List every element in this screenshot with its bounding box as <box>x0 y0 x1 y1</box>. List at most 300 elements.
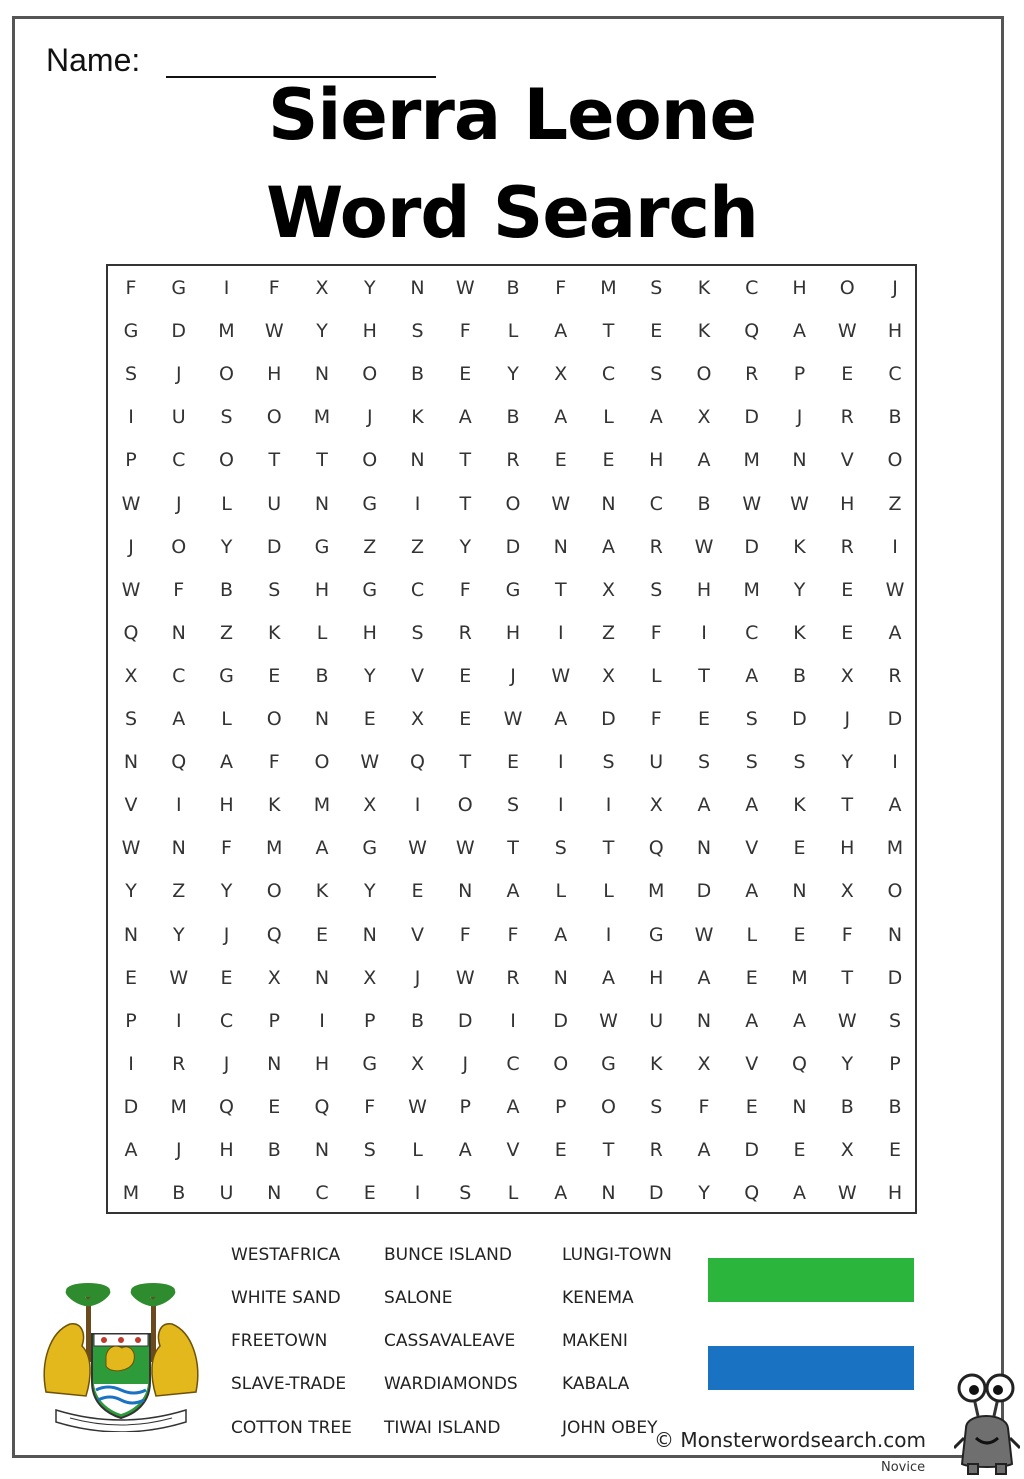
grid-letter[interactable]: W <box>455 966 475 989</box>
grid-letter[interactable]: A <box>745 880 759 903</box>
grid-letter[interactable]: S <box>411 621 424 644</box>
grid-letter[interactable]: F <box>650 621 662 644</box>
grid-letter[interactable]: Y <box>841 751 854 774</box>
grid-letter[interactable]: J <box>223 923 230 946</box>
grid-letter[interactable]: X <box>124 664 138 687</box>
grid-letter[interactable]: A <box>697 1139 711 1161</box>
grid-letter[interactable]: G <box>601 1052 616 1075</box>
grid-letter[interactable]: T <box>507 837 519 860</box>
grid-letter[interactable]: O <box>362 449 378 472</box>
grid-letter[interactable]: O <box>505 492 521 515</box>
grid-letter[interactable]: A <box>745 794 759 817</box>
grid-letter[interactable]: C <box>745 621 759 644</box>
grid-letter[interactable]: L <box>316 621 328 644</box>
grid-letter[interactable]: N <box>171 621 186 644</box>
grid-letter[interactable]: J <box>175 363 182 386</box>
grid-letter[interactable]: O <box>314 751 330 774</box>
grid-letter[interactable]: Q <box>410 751 425 774</box>
grid-letter[interactable]: I <box>414 794 421 817</box>
grid-letter[interactable]: M <box>791 966 808 989</box>
grid-letter[interactable]: I <box>557 794 564 817</box>
grid-letter[interactable]: R <box>458 621 472 644</box>
grid-letter[interactable]: H <box>362 320 377 343</box>
grid-letter[interactable]: M <box>743 578 760 601</box>
grid-letter[interactable]: I <box>128 1052 134 1075</box>
grid-letter[interactable]: B <box>888 1095 902 1118</box>
grid-letter[interactable]: W <box>121 492 141 515</box>
grid-letter[interactable]: S <box>602 751 615 774</box>
grid-letter[interactable]: O <box>601 1095 616 1118</box>
grid-letter[interactable]: E <box>697 708 710 730</box>
grid-letter[interactable]: A <box>697 794 711 817</box>
grid-letter[interactable]: E <box>459 708 472 730</box>
grid-letter[interactable]: W <box>408 1095 427 1118</box>
grid-letter[interactable]: S <box>124 363 138 386</box>
grid-letter[interactable]: U <box>267 492 282 515</box>
grid-letter[interactable]: S <box>745 708 758 730</box>
grid-letter[interactable]: F <box>459 578 471 601</box>
grid-letter[interactable]: X <box>363 794 377 817</box>
grid-letter[interactable]: S <box>697 751 711 774</box>
grid-letter[interactable]: D <box>648 1182 664 1205</box>
grid-letter[interactable]: H <box>314 1052 330 1075</box>
grid-letter[interactable]: Y <box>841 1052 854 1075</box>
grid-letter[interactable]: N <box>267 1052 282 1075</box>
grid-letter[interactable]: H <box>649 449 664 472</box>
grid-letter[interactable]: K <box>650 1052 663 1075</box>
grid-letter[interactable]: S <box>220 406 233 429</box>
grid-letter[interactable]: Q <box>744 1182 760 1205</box>
grid-letter[interactable]: D <box>887 966 903 989</box>
grid-letter[interactable]: B <box>506 277 520 299</box>
grid-letter[interactable]: N <box>792 449 807 472</box>
grid-letter[interactable]: E <box>793 1139 806 1161</box>
grid-letter[interactable]: N <box>792 1095 807 1118</box>
grid-letter[interactable]: O <box>171 535 187 558</box>
grid-letter[interactable]: D <box>171 320 187 343</box>
grid-letter[interactable]: K <box>793 621 806 644</box>
grid-letter[interactable]: N <box>123 751 139 774</box>
grid-letter[interactable]: A <box>315 837 329 860</box>
grid-letter[interactable]: E <box>459 363 472 386</box>
grid-letter[interactable]: E <box>554 449 567 472</box>
grid-letter[interactable]: S <box>650 1095 663 1118</box>
grid-letter[interactable]: H <box>505 621 521 644</box>
grid-letter[interactable]: Y <box>363 664 376 687</box>
grid-letter[interactable]: L <box>412 1139 423 1161</box>
grid-letter[interactable]: W <box>121 578 141 601</box>
grid-letter[interactable]: B <box>315 664 329 687</box>
grid-letter[interactable]: D <box>505 535 521 558</box>
grid-letter[interactable]: W <box>599 1009 618 1032</box>
grid-letter[interactable]: W <box>360 751 380 774</box>
grid-letter[interactable]: W <box>121 837 141 860</box>
grid-letter[interactable]: X <box>554 363 568 386</box>
grid-letter[interactable]: Q <box>744 320 760 343</box>
grid-letter[interactable]: F <box>555 277 567 299</box>
grid-letter[interactable]: G <box>171 277 187 299</box>
grid-letter[interactable]: H <box>887 320 903 343</box>
grid-letter[interactable]: J <box>844 708 851 730</box>
grid-letter[interactable]: I <box>414 492 421 515</box>
grid-letter[interactable]: Y <box>793 578 806 601</box>
grid-letter[interactable]: Z <box>601 621 616 644</box>
grid-letter[interactable]: B <box>697 492 711 515</box>
grid-letter[interactable]: Q <box>648 837 664 860</box>
grid-letter[interactable]: C <box>315 1182 329 1205</box>
grid-letter[interactable]: P <box>125 1009 137 1032</box>
grid-letter[interactable]: E <box>363 708 376 730</box>
grid-letter[interactable]: K <box>793 535 806 558</box>
grid-letter[interactable]: V <box>124 794 138 817</box>
grid-letter[interactable]: R <box>506 449 520 472</box>
grid-letter[interactable]: F <box>268 277 280 299</box>
grid-letter[interactable]: C <box>601 363 616 386</box>
grid-letter[interactable]: E <box>650 320 663 343</box>
grid-letter[interactable]: T <box>554 578 567 601</box>
grid-letter[interactable]: N <box>314 363 330 386</box>
grid-letter[interactable]: N <box>314 492 330 515</box>
grid-letter[interactable]: O <box>457 794 473 817</box>
grid-letter[interactable]: Y <box>220 535 233 558</box>
grid-letter[interactable]: E <box>363 1182 376 1205</box>
grid-letter[interactable]: R <box>506 966 520 989</box>
grid-letter[interactable]: Y <box>363 277 376 299</box>
grid-letter[interactable]: G <box>123 320 139 343</box>
grid-letter[interactable]: N <box>601 492 616 515</box>
grid-letter[interactable]: K <box>697 277 711 299</box>
grid-letter[interactable]: B <box>172 1182 186 1205</box>
grid-letter[interactable]: F <box>698 1095 710 1118</box>
grid-letter[interactable]: U <box>219 1182 234 1205</box>
grid-letter[interactable]: O <box>887 880 903 903</box>
grid-letter[interactable]: A <box>745 664 759 687</box>
grid-letter[interactable]: D <box>601 708 616 730</box>
grid-letter[interactable]: L <box>221 708 232 730</box>
grid-letter[interactable]: A <box>649 406 663 429</box>
grid-letter[interactable]: W <box>408 837 427 860</box>
grid-letter[interactable]: N <box>553 966 568 989</box>
grid-letter[interactable]: T <box>316 449 328 472</box>
grid-letter[interactable]: P <box>364 1009 376 1032</box>
grid-letter[interactable]: X <box>410 1052 425 1075</box>
grid-letter[interactable]: A <box>172 708 186 730</box>
grid-letter[interactable]: N <box>410 449 425 472</box>
grid-letter[interactable]: L <box>603 880 614 903</box>
grid-letter[interactable]: P <box>459 1095 471 1118</box>
grid-letter[interactable]: I <box>175 794 182 817</box>
grid-letter[interactable]: O <box>553 1052 569 1075</box>
grid-letter[interactable]: X <box>840 880 854 903</box>
grid-letter[interactable]: W <box>551 664 571 687</box>
grid-letter[interactable]: S <box>411 320 424 343</box>
grid-letter[interactable]: D <box>696 880 712 903</box>
grid-letter[interactable]: W <box>790 492 809 515</box>
grid-letter[interactable]: B <box>840 1095 854 1118</box>
grid-letter[interactable]: W <box>837 320 857 343</box>
grid-letter[interactable]: A <box>697 966 711 989</box>
grid-letter[interactable]: N <box>123 923 139 946</box>
grid-letter[interactable]: O <box>219 449 234 472</box>
grid-letter[interactable]: R <box>172 1052 186 1075</box>
grid-letter[interactable]: F <box>459 923 471 946</box>
grid-letter[interactable]: A <box>506 1095 520 1118</box>
grid-letter[interactable]: N <box>696 1009 712 1032</box>
grid-letter[interactable]: W <box>551 492 571 515</box>
grid-letter[interactable]: R <box>649 1139 663 1161</box>
grid-letter[interactable]: K <box>315 880 329 903</box>
grid-letter[interactable]: W <box>742 492 762 515</box>
grid-letter[interactable]: T <box>459 449 472 472</box>
grid-letter[interactable]: T <box>268 449 281 472</box>
grid-letter[interactable]: I <box>557 751 564 774</box>
grid-letter[interactable]: S <box>459 1182 472 1205</box>
grid-letter[interactable]: K <box>697 320 711 343</box>
grid-letter[interactable]: B <box>506 406 520 429</box>
grid-letter[interactable]: E <box>268 1095 281 1118</box>
grid-letter[interactable]: A <box>554 1182 568 1205</box>
grid-letter[interactable]: A <box>458 406 472 429</box>
grid-letter[interactable]: L <box>650 664 662 687</box>
grid-letter[interactable]: D <box>266 535 282 558</box>
grid-letter[interactable]: I <box>319 1009 325 1032</box>
grid-letter[interactable]: P <box>268 1009 280 1032</box>
grid-letter[interactable]: J <box>414 966 421 989</box>
grid-letter[interactable]: S <box>363 1139 376 1161</box>
grid-letter[interactable]: H <box>362 621 377 644</box>
grid-letter[interactable]: E <box>459 664 472 687</box>
grid-letter[interactable]: S <box>888 1009 902 1032</box>
grid-letter[interactable]: Q <box>171 751 187 774</box>
grid-letter[interactable]: W <box>837 1009 857 1032</box>
grid-letter[interactable]: B <box>267 1139 281 1161</box>
grid-letter[interactable]: F <box>173 578 185 601</box>
grid-letter[interactable]: V <box>506 1139 520 1161</box>
grid-letter[interactable]: W <box>694 923 714 946</box>
grid-letter[interactable]: E <box>220 966 233 989</box>
grid-letter[interactable]: M <box>600 277 617 299</box>
grid-letter[interactable]: N <box>171 837 186 860</box>
grid-letter[interactable]: S <box>650 277 663 299</box>
grid-letter[interactable]: Y <box>172 923 185 946</box>
grid-letter[interactable]: J <box>462 1052 469 1075</box>
grid-letter[interactable]: F <box>268 751 280 774</box>
grid-letter[interactable]: I <box>605 794 612 817</box>
grid-letter[interactable]: D <box>457 1009 473 1032</box>
grid-letter[interactable]: M <box>886 837 904 860</box>
grid-letter[interactable]: I <box>701 621 707 644</box>
grid-letter[interactable]: G <box>362 578 378 601</box>
grid-letter[interactable]: F <box>125 277 137 299</box>
grid-letter[interactable]: A <box>554 708 568 730</box>
grid-letter[interactable]: E <box>841 363 854 386</box>
grid-letter[interactable]: G <box>362 1052 378 1075</box>
grid-letter[interactable]: Y <box>363 880 376 903</box>
grid-letter[interactable]: P <box>793 363 806 386</box>
grid-letter[interactable]: E <box>554 1139 567 1161</box>
grid-letter[interactable]: M <box>266 837 283 860</box>
grid-letter[interactable]: D <box>123 1095 139 1118</box>
grid-letter[interactable]: K <box>268 794 281 817</box>
grid-letter[interactable]: X <box>315 277 329 299</box>
grid-letter[interactable]: L <box>221 492 232 515</box>
grid-letter[interactable]: E <box>841 621 854 644</box>
grid-letter[interactable]: O <box>839 277 855 299</box>
grid-letter[interactable]: A <box>793 1009 806 1032</box>
grid-letter[interactable]: V <box>411 923 424 946</box>
grid-letter[interactable]: M <box>313 406 331 429</box>
grid-letter[interactable]: N <box>601 1182 616 1205</box>
grid-letter[interactable]: G <box>505 578 521 601</box>
grid-letter[interactable]: B <box>219 578 234 601</box>
grid-letter[interactable]: J <box>510 664 516 687</box>
grid-letter[interactable]: A <box>745 1009 759 1032</box>
grid-letter[interactable]: G <box>219 664 234 687</box>
grid-letter[interactable]: A <box>458 1139 472 1161</box>
grid-letter[interactable]: Y <box>220 880 233 903</box>
grid-letter[interactable]: B <box>888 406 902 429</box>
grid-letter[interactable]: I <box>175 1009 182 1032</box>
grid-letter[interactable]: A <box>602 966 615 989</box>
grid-letter[interactable]: Q <box>314 1095 330 1118</box>
grid-letter[interactable]: X <box>410 708 425 730</box>
grid-letter[interactable]: D <box>553 1009 569 1032</box>
grid-letter[interactable]: Y <box>507 363 519 386</box>
grid-letter[interactable]: H <box>696 578 712 601</box>
grid-letter[interactable]: A <box>220 751 233 774</box>
grid-letter[interactable]: T <box>459 492 472 515</box>
grid-letter[interactable]: U <box>171 406 186 429</box>
grid-letter[interactable]: H <box>840 837 855 860</box>
grid-letter[interactable]: M <box>648 880 665 903</box>
grid-letter[interactable]: E <box>124 966 137 989</box>
grid-letter[interactable]: X <box>601 578 616 601</box>
grid-letter[interactable]: K <box>268 621 281 644</box>
grid-letter[interactable]: D <box>744 406 760 429</box>
grid-letter[interactable]: C <box>219 1009 234 1032</box>
grid-letter[interactable]: C <box>649 492 663 515</box>
grid-letter[interactable]: H <box>649 966 664 989</box>
grid-letter[interactable]: C <box>506 1052 520 1075</box>
grid-letter[interactable]: M <box>122 1182 140 1205</box>
grid-letter[interactable]: E <box>793 923 806 946</box>
grid-letter[interactable]: W <box>837 1182 857 1205</box>
grid-letter[interactable]: H <box>314 578 330 601</box>
grid-letter[interactable]: C <box>410 578 425 601</box>
grid-letter[interactable]: N <box>410 277 425 299</box>
grid-letter[interactable]: X <box>697 406 711 429</box>
grid-letter[interactable]: S <box>650 363 663 386</box>
grid-letter[interactable]: F <box>221 837 232 860</box>
grid-letter[interactable]: Y <box>316 320 328 343</box>
grid-letter[interactable]: Y <box>125 880 137 903</box>
grid-letter[interactable]: R <box>888 664 902 687</box>
grid-letter[interactable]: E <box>268 664 281 687</box>
grid-letter[interactable]: K <box>793 794 806 817</box>
grid-letter[interactable]: X <box>649 794 663 817</box>
grid-letter[interactable]: A <box>124 1139 138 1161</box>
grid-letter[interactable]: J <box>366 406 373 429</box>
grid-letter[interactable]: W <box>169 966 189 989</box>
grid-letter[interactable]: T <box>602 320 615 343</box>
grid-letter[interactable]: L <box>555 880 567 903</box>
grid-letter[interactable]: O <box>266 708 282 730</box>
grid-letter[interactable]: O <box>266 406 282 429</box>
grid-letter[interactable]: T <box>602 837 615 860</box>
grid-letter[interactable]: V <box>745 1052 759 1075</box>
grid-letter[interactable]: R <box>745 363 759 386</box>
grid-letter[interactable]: N <box>314 708 330 730</box>
grid-letter[interactable]: V <box>411 664 424 687</box>
grid-letter[interactable]: I <box>557 621 564 644</box>
grid-letter[interactable]: O <box>362 363 378 386</box>
grid-letter[interactable]: E <box>888 1139 901 1161</box>
grid-letter[interactable]: F <box>841 923 853 946</box>
grid-letter[interactable]: E <box>315 923 328 946</box>
grid-letter[interactable]: H <box>219 794 234 817</box>
grid-letter[interactable]: N <box>792 880 807 903</box>
grid-letter[interactable]: J <box>892 277 898 299</box>
grid-letter[interactable]: F <box>507 923 519 946</box>
grid-letter[interactable]: C <box>172 449 186 472</box>
grid-letter[interactable]: D <box>887 708 903 730</box>
grid-letter[interactable]: C <box>745 277 759 299</box>
grid-letter[interactable]: A <box>888 621 902 644</box>
grid-letter[interactable]: J <box>175 1139 182 1161</box>
grid-letter[interactable]: B <box>792 664 807 687</box>
grid-letter[interactable]: H <box>792 277 807 299</box>
grid-letter[interactable]: A <box>697 449 711 472</box>
grid-letter[interactable]: S <box>554 837 567 860</box>
grid-letter[interactable]: H <box>840 492 855 515</box>
grid-letter[interactable]: W <box>455 837 475 860</box>
grid-letter[interactable]: W <box>885 578 905 601</box>
grid-letter[interactable]: R <box>649 535 663 558</box>
grid-letter[interactable]: C <box>172 664 186 687</box>
grid-letter[interactable]: Z <box>888 492 902 515</box>
grid-letter[interactable]: P <box>889 1052 901 1075</box>
grid-letter[interactable]: N <box>696 837 712 860</box>
grid-letter[interactable]: S <box>124 708 138 730</box>
grid-letter[interactable]: G <box>314 535 330 558</box>
grid-letter[interactable]: M <box>170 1095 187 1118</box>
grid-letter[interactable]: X <box>697 1052 711 1075</box>
grid-letter[interactable]: S <box>745 751 758 774</box>
grid-letter[interactable]: Z <box>363 535 377 558</box>
grid-letter[interactable]: F <box>650 708 662 730</box>
grid-letter[interactable]: F <box>459 320 471 343</box>
grid-letter[interactable]: M <box>743 449 760 472</box>
grid-letter[interactable]: M <box>218 320 235 343</box>
grid-letter[interactable]: V <box>745 837 759 860</box>
grid-letter[interactable]: S <box>793 751 806 774</box>
grid-letter[interactable]: X <box>840 664 854 687</box>
grid-letter[interactable]: Z <box>219 621 234 644</box>
grid-letter[interactable]: S <box>650 578 663 601</box>
grid-letter[interactable]: A <box>506 880 520 903</box>
grid-letter[interactable]: E <box>745 1095 758 1118</box>
grid-letter[interactable]: L <box>507 320 519 343</box>
grid-letter[interactable]: A <box>793 1182 806 1205</box>
grid-letter[interactable]: R <box>840 535 854 558</box>
grid-letter[interactable]: Z <box>410 535 425 558</box>
grid-letter[interactable]: D <box>744 535 760 558</box>
grid-letter[interactable]: G <box>648 923 664 946</box>
grid-letter[interactable]: N <box>314 966 330 989</box>
grid-letter[interactable]: T <box>459 751 472 774</box>
grid-letter[interactable]: A <box>554 320 568 343</box>
grid-letter[interactable]: E <box>411 880 424 903</box>
